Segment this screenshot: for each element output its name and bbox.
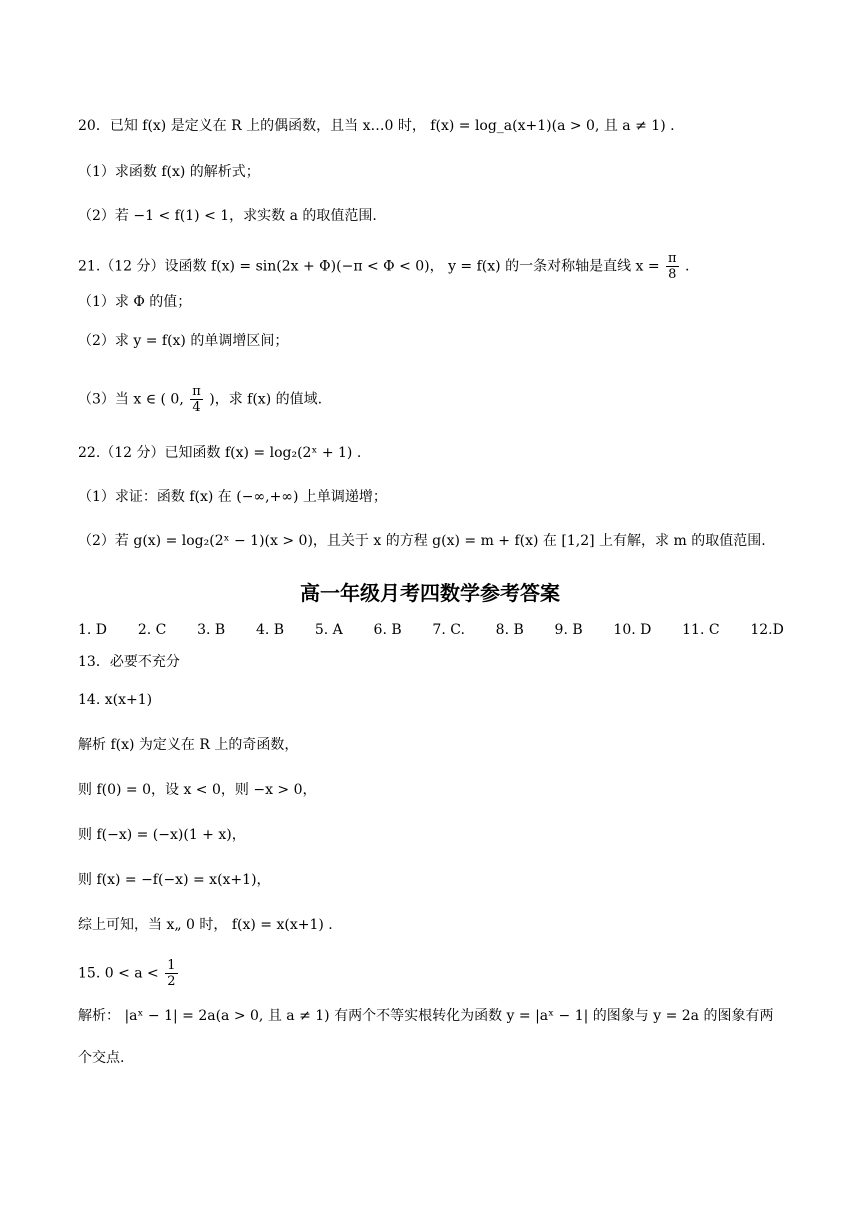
answer-15-line-2: 个交点. xyxy=(78,1050,125,1066)
q21-part3-den: 4 xyxy=(192,400,201,415)
answer-15-text: 15. 0 < a < xyxy=(78,965,159,982)
answer-14-line-2: 则 f(0) = 0，设 x < 0，则 −x > 0， xyxy=(78,782,317,798)
answer-item: 1. D xyxy=(78,622,108,638)
answer-15 xyxy=(78,958,820,989)
answer-item: 5. A xyxy=(314,622,343,638)
answer-14-line-1: 解析 f(x) 为定义在 R 上的奇函数， xyxy=(78,737,299,753)
answer-15-fraction xyxy=(165,958,177,989)
q20-part1: （1）求函数 f(x) 的解析式； xyxy=(78,164,260,180)
answer-14-line-5: 综上可知，当 x„ 0 时， f(x) = x(x+1) . xyxy=(78,917,333,933)
q22-part1: （1）求证：函数 f(x) 在 (−∞,+∞) 上单调递增； xyxy=(78,489,387,505)
answer-item: 10. D xyxy=(613,622,652,638)
q21-part3-num: π xyxy=(192,384,201,399)
answer-item: 8. B xyxy=(495,622,524,638)
q21-part3-text-a: （3）当 x ∈ ( 0, xyxy=(78,391,184,408)
answer-14-line-3: 则 f(−x) = (−x)(1 + x)， xyxy=(78,827,246,843)
answer-item: 6. B xyxy=(373,622,402,638)
q21-part1: （1）求 Φ 的值； xyxy=(78,294,192,310)
answer-14-line-4: 则 f(x) = −f(−x) = x(x+1)， xyxy=(78,872,271,888)
answer-13: 13．必要不充分 xyxy=(78,654,180,670)
q22-part2: （2）若 g(x) = log₂(2ˣ − 1)(x > 0)，且关于 x 的方程 g(x) = m + f(x) 在 [1,2] 上有解，求 m 的取值范围. xyxy=(78,533,766,549)
answer-list xyxy=(78,620,784,640)
answer-item: 9. B xyxy=(554,622,583,638)
answer-item: 4. B xyxy=(255,622,285,638)
answer-item: 2. C xyxy=(137,622,167,638)
q20-stem: 20．已知 f(x) 是定义在 R 上的偶函数，且当 x…0 时， f(x) = log_a(x+1)(a > 0, 且 a ≠ 1) . xyxy=(78,118,675,134)
answer-14: 14. x(x+1) xyxy=(78,692,153,708)
q21-part3-text-b: )，求 f(x) 的值域. xyxy=(209,391,323,408)
q21-fraction xyxy=(666,251,679,282)
q21-part3 xyxy=(78,384,820,415)
q21-part2: （2）求 y = f(x) 的单调增区间； xyxy=(78,333,289,349)
answer-15-den: 2 xyxy=(167,974,176,989)
q21-stem xyxy=(78,251,820,282)
q22-stem: 22.（12 分）已知函数 f(x) = log₂(2ˣ + 1) . xyxy=(78,445,362,461)
q21-stem-end: . xyxy=(685,258,690,275)
q20-part2: （2）若 −1 < f(1) < 1，求实数 a 的取值范围. xyxy=(78,208,377,224)
q21-part3-fraction xyxy=(190,384,203,415)
answer-item: 12.D xyxy=(750,622,784,638)
q21-stem-text: 21.（12 分）设函数 f(x) = sin(2x + Φ)(−π < Φ < 0)， y = f(x) 的一条对称轴是直线 x = xyxy=(78,258,660,275)
answer-title: 高一年级月考四数学参考答案 xyxy=(300,581,560,605)
q21-fraction-den: 8 xyxy=(668,267,677,282)
answer-item: 7. C. xyxy=(432,622,465,638)
answer-item: 3. B xyxy=(197,622,226,638)
answer-item: 11. C xyxy=(682,622,720,638)
answer-15-num: 1 xyxy=(167,958,176,973)
q21-fraction-num: π xyxy=(668,251,677,266)
answer-15-line-1: 解析： |aˣ − 1| = 2a(a > 0, 且 a ≠ 1) 有两个不等实根转化为函数 y = |aˣ − 1| 的图象与 y = 2a 的图象有两 xyxy=(78,1008,774,1024)
